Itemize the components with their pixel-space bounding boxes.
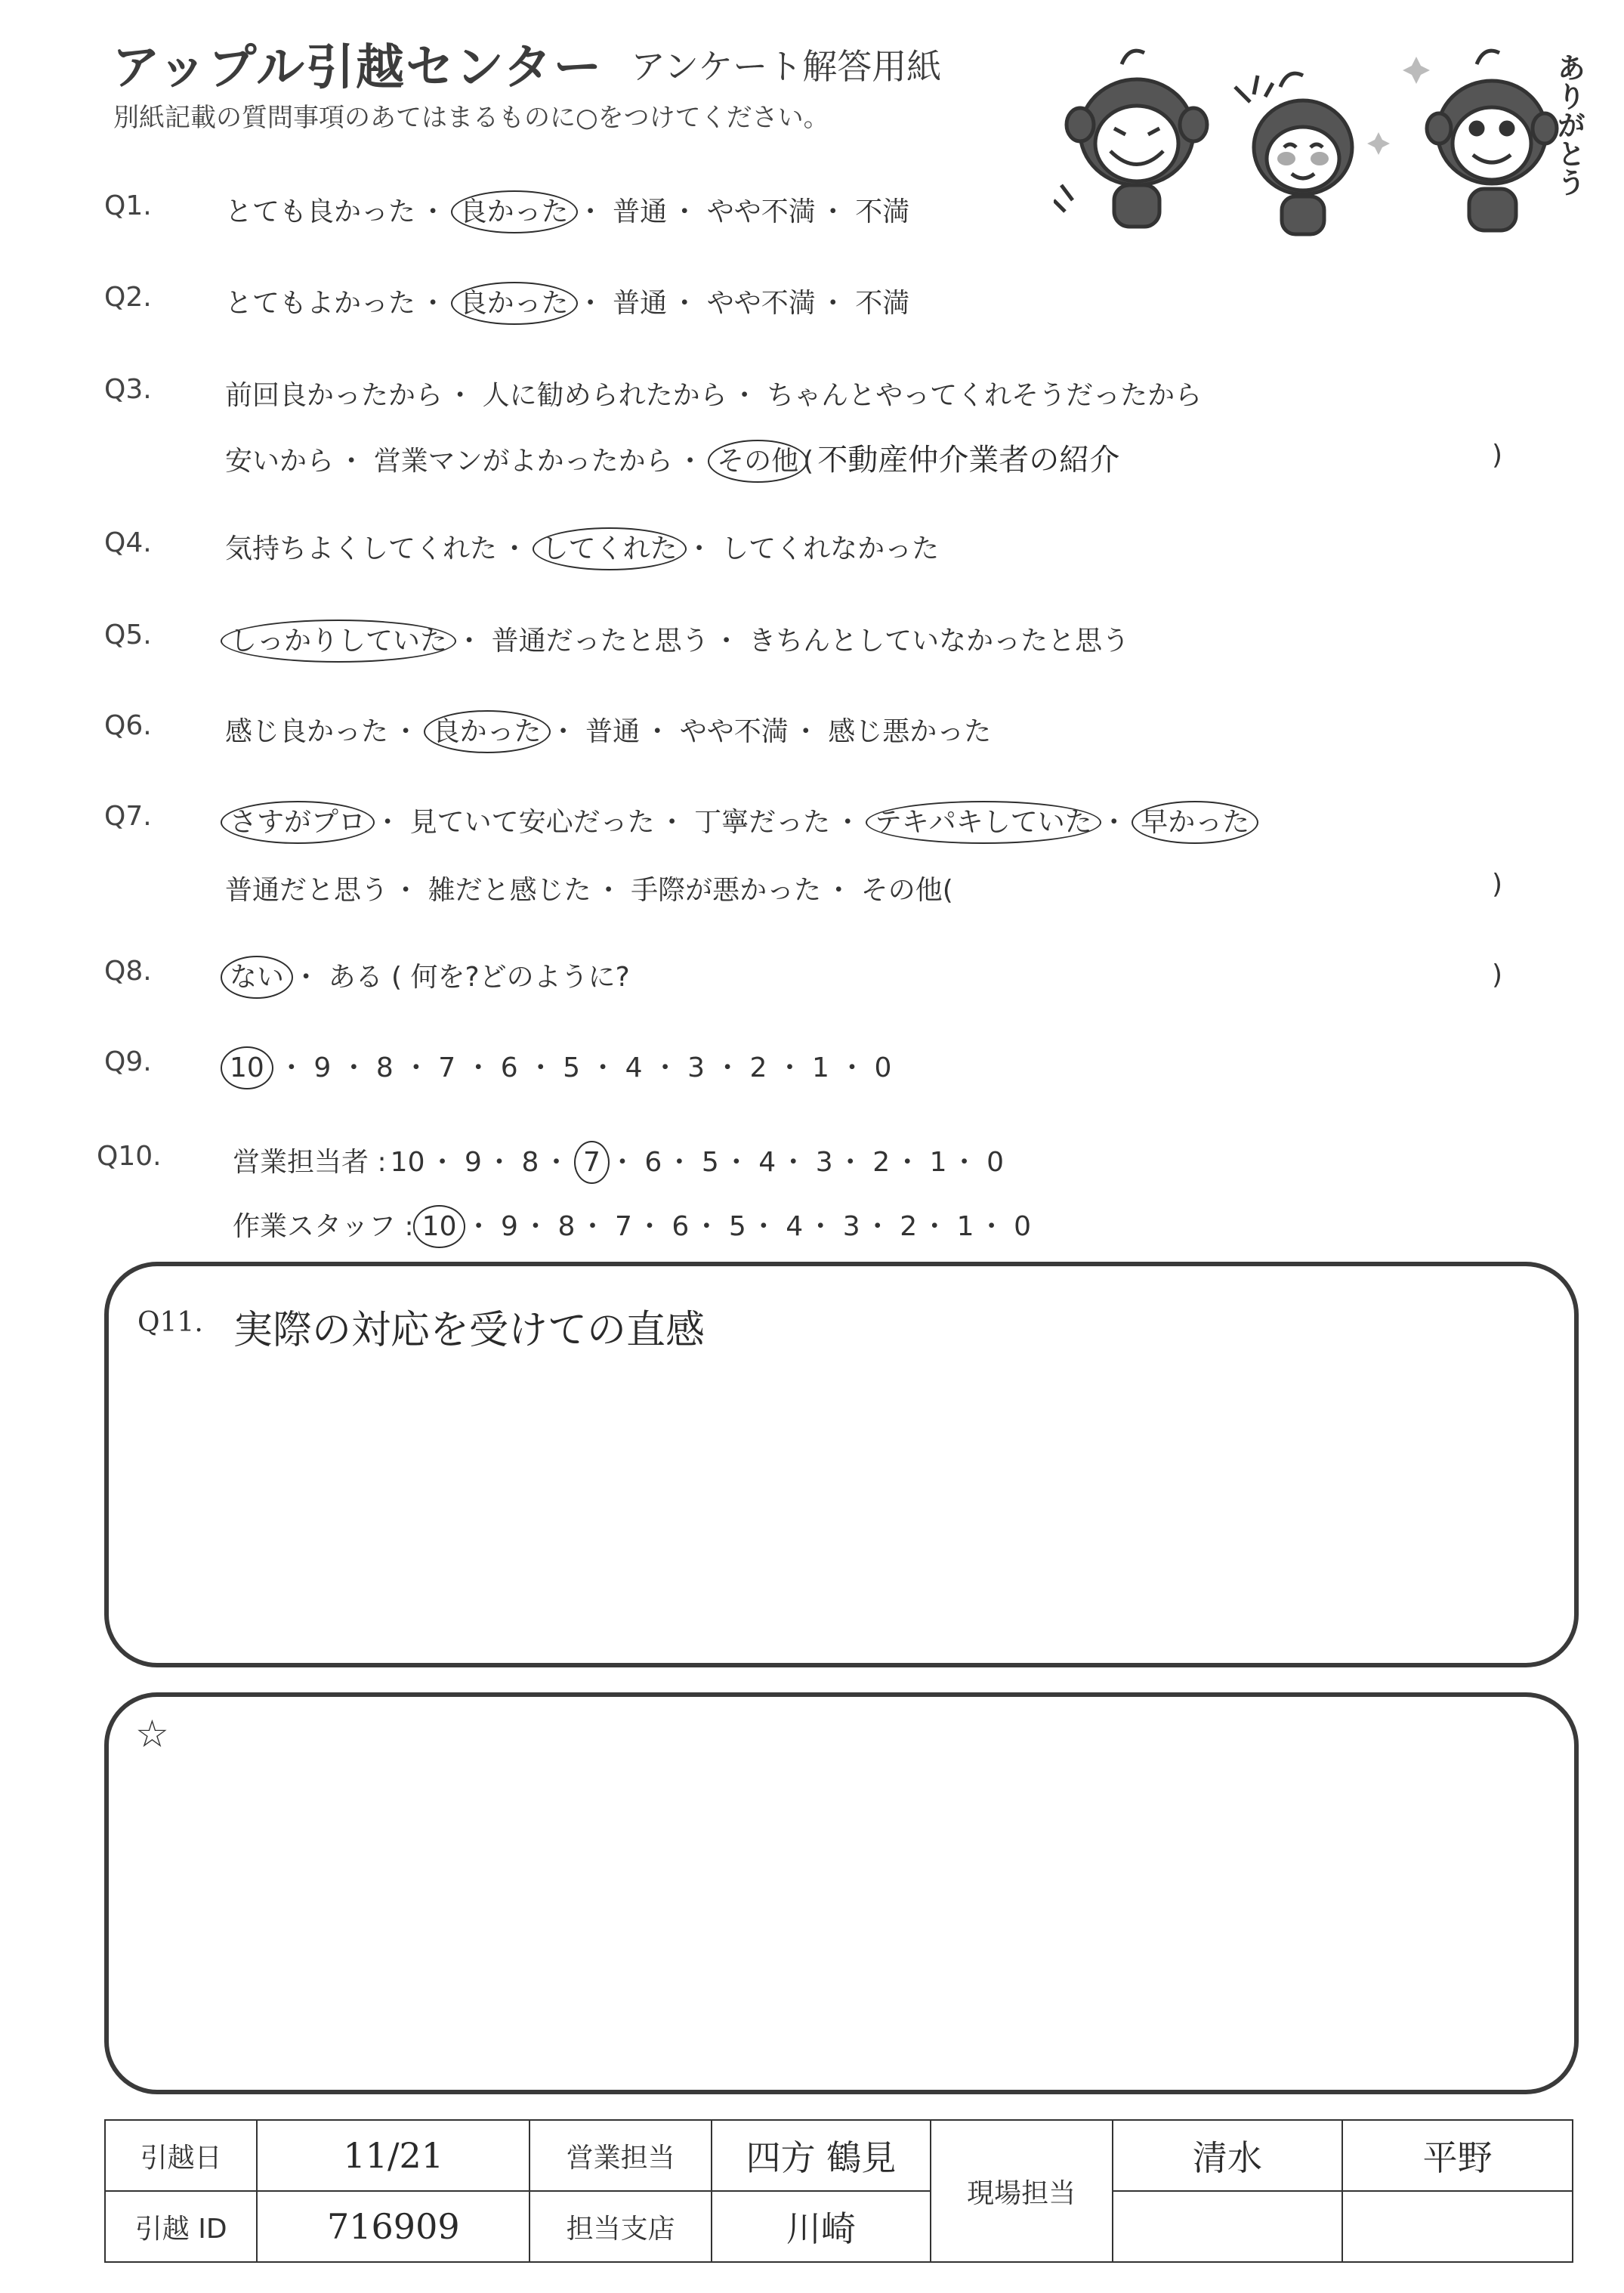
q10-staff-score[interactable]: 2 [900,1211,918,1242]
move-id-label: 引越 ID [105,2191,257,2262]
q10-staff-score-selected[interactable]: 10 [413,1205,466,1248]
move-info-table [104,2119,1573,2263]
comment-box[interactable] [104,1692,1579,2094]
q10-sales-score[interactable]: 9 [465,1147,482,1178]
q1-option-selected[interactable]: 良かった [451,190,578,233]
q7-option[interactable]: 丁寧だった [694,807,831,838]
q7-option[interactable]: 普通だと思う [225,875,389,906]
q10-sales-score[interactable]: 6 [644,1147,662,1178]
q11-number: Q11. [137,1307,203,1338]
q7-option-selected[interactable]: 早かった [1132,801,1258,844]
q3-options-line2: 安いから ・ 営業マンがよかったから ・ その他 ( 不動産仲介業者の紹介 [225,436,1119,479]
q2-number: Q2. [104,282,152,313]
q10-sales-row: 営業担当者 : 10 ・ 9 ・ 8 ・ 7 ・ 6 ・ 5 ・ 4 ・ 3 ・ 2 ・ 1 ・ 0 [233,1141,1004,1179]
sales-rep-label: 営業担当 [529,2120,712,2191]
q10-sales-label: 営業担当者 : [233,1147,387,1178]
q6-number: Q6. [104,710,152,741]
site-rep-2-value[interactable]: 平野 [1342,2120,1573,2191]
q6-options: 感じ良かった ・ 良かった ・ 普通 ・ やや不満 ・ 感じ悪かった [225,710,991,749]
q3-option[interactable]: 安いから [225,446,335,477]
company-title: アップル引越センター [112,40,604,96]
q3-number: Q3. [104,374,152,405]
q5-number: Q5. [104,620,152,651]
q9-number: Q9. [104,1046,152,1077]
q10-sales-score[interactable]: 10 [390,1147,425,1178]
q7-paren-close: ) [1492,869,1503,900]
q10-staff-label: 作業スタッフ : [233,1211,414,1242]
q10-sales-score[interactable]: 4 [758,1147,776,1178]
q2-option[interactable]: 普通 [613,288,668,319]
q10-sales-score-selected[interactable]: 7 [574,1141,610,1184]
q10-staff-score[interactable]: 5 [728,1211,746,1242]
q8-option[interactable]: ある ( 何を?どのように? [328,962,630,993]
q10-staff-score[interactable]: 9 [501,1211,518,1242]
q9-score[interactable]: 0 [874,1052,892,1083]
q9-score[interactable]: 7 [438,1052,456,1083]
q11-answer-box[interactable] [104,1262,1579,1667]
q2-options: とてもよかった ・ 良かった ・ 普通 ・ やや不満 ・ 不満 [225,282,909,320]
q3-paren-open: ( [803,446,814,477]
q6-option[interactable]: 感じ良かった [225,716,389,747]
site-rep-label: 現場担当 [931,2120,1113,2262]
q3-option[interactable]: ちゃんとやってくれそうだったから [767,380,1203,411]
q2-option[interactable]: とてもよかった [225,288,416,319]
q10-sales-score[interactable]: 2 [872,1147,891,1178]
sales-rep-value[interactable]: 四方 鶴見 [712,2120,931,2191]
q9-score[interactable]: 2 [749,1052,767,1083]
q7-option-selected[interactable]: さすがプロ [221,801,375,844]
site-rep-1-value[interactable]: 清水 [1113,2120,1343,2191]
q3-option[interactable]: 営業マンがよかったから [373,446,673,477]
q10-sales-score[interactable]: 0 [986,1147,1005,1178]
q1-option[interactable]: 普通 [613,196,668,227]
q4-option[interactable]: 気持ちよくしてくれた [225,533,498,564]
move-date-value[interactable]: 11/21 [257,2120,529,2191]
move-date-label: 引越日 [105,2120,257,2191]
q1-option[interactable]: 不満 [855,196,910,227]
q7-option[interactable]: 手際が悪かった [631,875,822,906]
thanks-text: ありがとう [1552,53,1585,196]
q9-score[interactable]: 1 [811,1052,829,1083]
q9-score[interactable]: 5 [563,1052,581,1083]
site-rep-2-extra[interactable] [1342,2191,1573,2262]
q3-options-line1: 前回良かったから ・ 人に勧められたから ・ ちゃんとやってくれそうだったから [225,380,1203,411]
q6-option[interactable]: 普通 [585,716,641,747]
q7-option[interactable]: 雑だと感じた [428,875,591,906]
q4-options: 気持ちよくしてくれた ・ してくれた ・ してくれなかった [225,527,939,566]
q1-option[interactable]: とても良かった [225,196,416,227]
q6-option-selected[interactable]: 良かった [424,710,551,753]
q5-option[interactable]: 普通だったと思う [491,626,709,657]
q9-score[interactable]: 9 [313,1052,332,1083]
star-icon: ☆ [135,1712,169,1756]
move-id-value[interactable]: 716909 [257,2191,529,2262]
q10-sales-score[interactable]: 3 [815,1147,833,1178]
instruction-text: 別紙記載の質問事項のあてはまるものに○をつけてください。 [113,103,829,133]
q10-staff-score[interactable]: 4 [786,1211,804,1242]
q10-staff-score[interactable]: 8 [557,1211,576,1242]
q3-option-selected[interactable]: その他 [708,440,807,483]
q1-option[interactable]: やや不満 [706,196,816,227]
q10-staff-score[interactable]: 6 [672,1211,690,1242]
q2-option[interactable]: やや不満 [706,288,816,319]
q10-staff-row: 作業スタッフ : 10 ・ 9 ・ 8 ・ 7 ・ 6 ・ 5 ・ 4 ・ 3 ・ 2 ・ 1 ・ 0 [233,1205,1031,1244]
q3-option[interactable]: 人に勧められたから [482,380,727,411]
q7-option-selected[interactable]: テキパキしていた [866,801,1101,844]
q10-staff-score[interactable]: 7 [614,1211,632,1242]
q7-options-line1: さすがプロ ・ 見ていて安心だった ・ 丁寧だった ・ テキパキしていた ・ 早かった [225,801,1254,839]
q1-options: とても良かった ・ 良かった ・ 普通 ・ やや不満 ・ 不満 [225,190,909,229]
q4-option[interactable]: してくれなかった [721,533,940,564]
monkey-mascots-illustration [1054,34,1598,246]
q8-option-selected[interactable]: ない [221,956,293,999]
q9-score[interactable]: 4 [625,1052,643,1083]
q3-option[interactable]: 前回良かったから [225,380,443,411]
q4-option-selected[interactable]: してくれた [533,527,687,570]
q1-number: Q1. [104,190,152,221]
q7-number: Q7. [104,801,152,832]
q9-scale: 10 ・ 9 ・ 8 ・ 7 ・ 6 ・ 5 ・ 4 ・ 3 ・ 2 ・ 1 ・ 0 [225,1046,891,1085]
branch-label: 担当支店 [529,2191,712,2262]
q2-option[interactable]: 不満 [855,288,910,319]
q8-number: Q8. [104,956,152,987]
q7-options-line2: 普通だと思う ・ 雑だと感じた ・ 手際が悪かった ・ その他( [225,875,953,906]
q4-number: Q4. [104,527,152,558]
q3-paren-close: ) [1492,440,1503,471]
q10-staff-score[interactable]: 1 [956,1211,974,1242]
q9-score-selected[interactable]: 10 [221,1046,273,1089]
q7-option[interactable]: その他( [860,875,953,906]
q10-sales-score[interactable]: 5 [701,1147,719,1178]
site-rep-1-extra[interactable] [1113,2191,1343,2262]
q3-other-handwritten[interactable]: 不動産仲介業者の紹介 [817,443,1120,477]
q10-sales-score[interactable]: 8 [521,1147,539,1178]
q5-option-selected[interactable]: しっかりしていた [221,620,456,663]
q2-option-selected[interactable]: 良かった [451,282,578,325]
q8-options: ない ・ ある ( 何を?どのように? [225,956,630,994]
q10-sales-score[interactable]: 1 [929,1147,947,1178]
q10-number: Q10. [97,1141,162,1172]
q9-score[interactable]: 3 [687,1052,705,1083]
q8-paren-close: ) [1492,960,1503,990]
q6-option[interactable]: 感じ悪かった [828,716,992,747]
branch-value[interactable]: 川崎 [712,2191,931,2262]
q9-score[interactable]: 8 [375,1052,394,1083]
q6-option[interactable]: やや不満 [679,716,789,747]
q10-staff-score[interactable]: 0 [1014,1211,1032,1242]
form-subtitle: アンケート解答用紙 [631,46,942,87]
q7-option[interactable]: 見ていて安心だった [409,807,655,838]
q11-handwritten-answer[interactable]: 実際の対応を受けての直感 [233,1308,705,1353]
q10-staff-score[interactable]: 3 [842,1211,860,1242]
q9-score[interactable]: 6 [500,1052,518,1083]
q5-options: しっかりしていた ・ 普通だったと思う ・ きちんとしていなかったと思う [225,620,1129,658]
q5-option[interactable]: きちんとしていなかったと思う [749,626,1130,657]
